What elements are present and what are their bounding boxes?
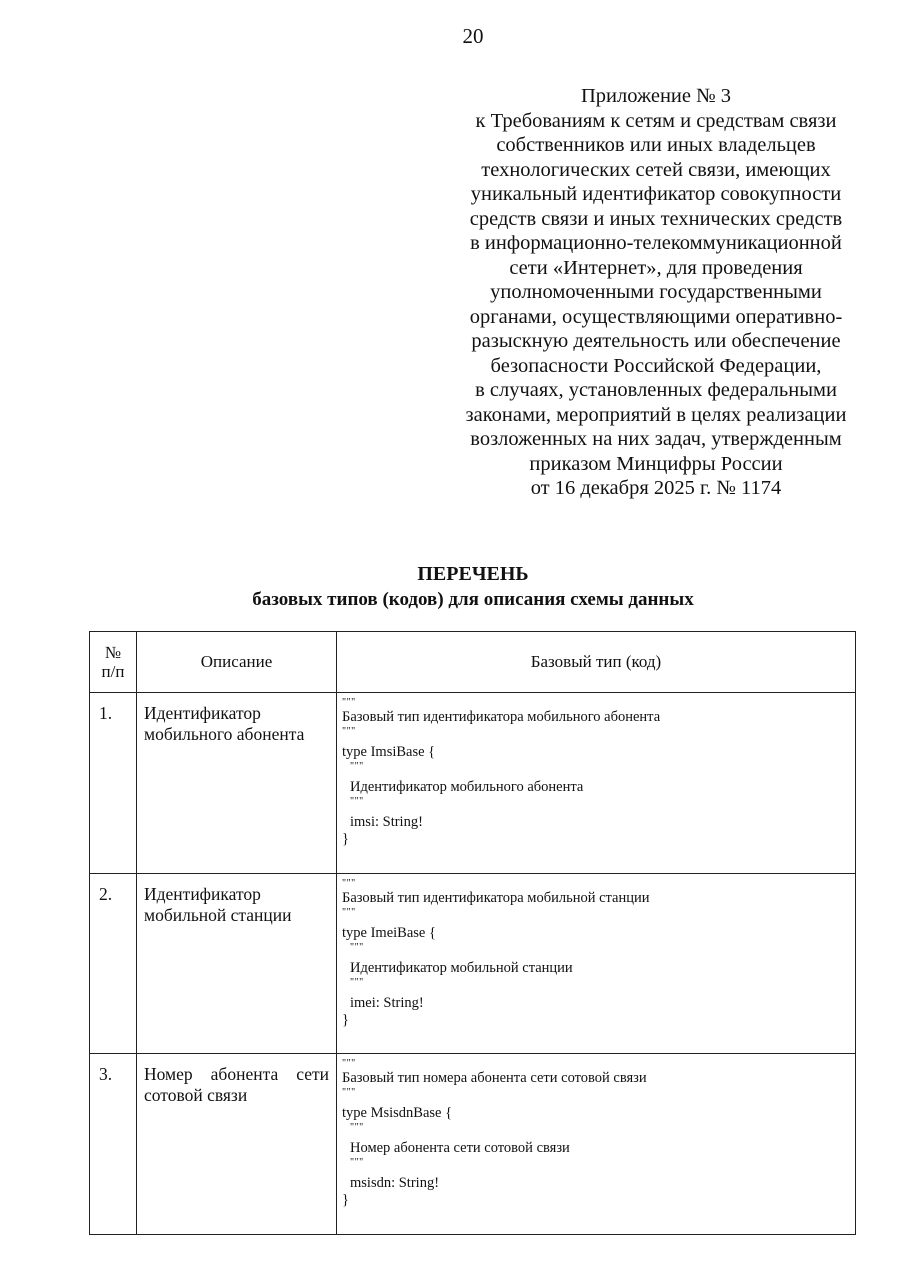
code-comment: Базовый тип номера абонента сети сотовой связи	[342, 1070, 647, 1086]
table-row	[90, 874, 856, 1054]
appendix-line: средств связи и иных технических средств	[469, 207, 843, 230]
row-code	[337, 693, 856, 874]
appendix-line: собственников или иных владельцев	[496, 134, 816, 156]
code-quote: """	[350, 977, 364, 988]
code-quote: """	[342, 1058, 356, 1069]
table-row	[90, 693, 856, 874]
code-quote: """	[350, 1157, 364, 1168]
row-description: Идентификатор мобильной станции	[137, 874, 337, 1054]
document-title: ПЕРЕЧЕНЬ	[417, 563, 529, 585]
code-close-brace: }	[342, 831, 349, 847]
code-type-declaration: type ImeiBase {	[342, 925, 436, 941]
code-comment: Базовый тип идентификатора мобильной станции	[342, 890, 650, 906]
code-close-brace: }	[342, 1012, 349, 1028]
code-field-comment: Идентификатор мобильного абонента	[350, 779, 584, 795]
code-field-comment: Идентификатор мобильной станции	[350, 960, 573, 976]
code-comment: Базовый тип идентификатора мобильного абонента	[342, 709, 661, 725]
header-code: Базовый тип (код)	[337, 632, 856, 693]
table-header-row	[90, 632, 856, 693]
code-quote: """	[350, 796, 364, 807]
appendix-header	[440, 84, 872, 501]
appendix-line: приказом Минцифры России	[529, 452, 783, 475]
code-quote: """	[342, 726, 356, 737]
appendix-line: от 16 декабря 2025 г. № 1174	[530, 477, 782, 499]
code-quote: """	[342, 878, 356, 889]
row-description: Идентификатор мобильного абонента	[137, 693, 337, 874]
appendix-line: в информационно-телекоммуникационной	[470, 232, 842, 254]
code-type-declaration: type ImsiBase {	[342, 744, 436, 760]
code-close-brace: }	[342, 1192, 349, 1208]
appendix-line: разыскную деятельность или обеспечение	[471, 330, 841, 352]
appendix-line: уникальный идентификатор совокупности	[470, 183, 842, 205]
header-number-sign: №	[104, 643, 122, 662]
appendix-line: Приложение № 3	[580, 85, 732, 107]
code-quote: """	[342, 907, 356, 918]
row-number: 2.	[90, 874, 137, 1054]
code-field: msisdn: String!	[350, 1175, 440, 1191]
code-quote: """	[350, 942, 364, 953]
code-type-declaration: type MsisdnBase {	[342, 1105, 453, 1121]
header-number-abbr: п/п	[101, 662, 125, 681]
code-field: imei: String!	[350, 995, 424, 1011]
code-field: imsi: String!	[350, 814, 423, 830]
appendix-line: технологических сетей связи, имеющих	[481, 158, 831, 181]
row-description: Номер абонента сети сотовой связи	[137, 1054, 337, 1235]
appendix-line: к Требованиям к сетям и средствам связи	[475, 109, 837, 132]
code-quote: """	[350, 761, 364, 772]
appendix-line: сети «Интернет», для проведения	[509, 256, 803, 279]
appendix-line: в случаях, установленных федеральными	[475, 379, 837, 401]
appendix-line: органами, осуществляющими оперативно-	[469, 305, 843, 328]
row-code	[337, 1054, 856, 1235]
appendix-line: законами, мероприятий в целях реализации	[465, 403, 847, 426]
row-code	[337, 874, 856, 1054]
code-quote: """	[342, 697, 356, 708]
document-subtitle: базовых типов (кодов) для описания схемы данных	[252, 589, 694, 610]
appendix-line: безопасности Российской Федерации,	[490, 354, 822, 377]
page-number: 20	[462, 24, 484, 48]
table-row	[90, 1054, 856, 1235]
row-number: 3.	[90, 1054, 137, 1235]
code-field-comment: Номер абонента сети сотовой связи	[350, 1140, 570, 1156]
base-types-table	[89, 631, 856, 1235]
code-quote: """	[350, 1122, 364, 1133]
header-number	[90, 632, 137, 693]
appendix-line: уполномоченными государственными	[490, 281, 822, 303]
header-description: Описание	[137, 632, 337, 693]
row-number: 1.	[90, 693, 137, 874]
appendix-line: возложенных на них задач, утвержденным	[470, 428, 842, 450]
code-quote: """	[342, 1087, 356, 1098]
